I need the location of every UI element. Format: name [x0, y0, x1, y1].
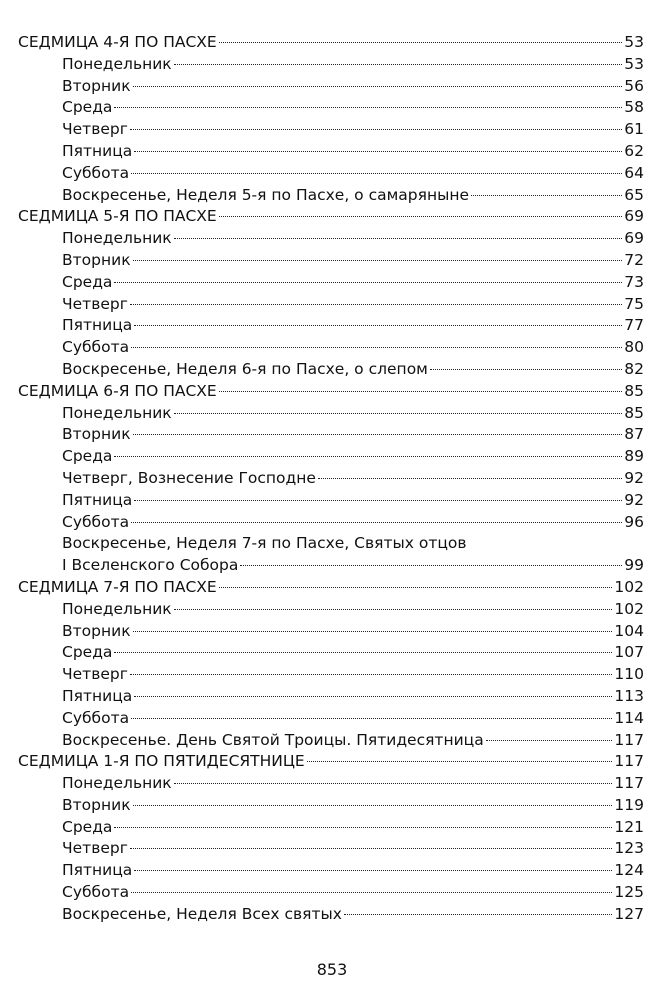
- dot-leader: [133, 434, 623, 435]
- toc-entry-label: Понедельник: [62, 403, 172, 422]
- toc-entry-page: 89: [624, 447, 644, 466]
- toc-entry: [18, 838, 644, 860]
- dot-leader: [130, 674, 613, 675]
- toc-entry-page: 119: [614, 795, 644, 814]
- dot-leader: [174, 609, 613, 610]
- toc-entry-page: 62: [624, 141, 644, 160]
- toc-entry-label: Суббота: [62, 163, 130, 182]
- toc-entry-page: 110: [614, 665, 644, 684]
- toc-entry-page: 113: [614, 686, 644, 705]
- toc-entry-label: Вторник: [62, 795, 131, 814]
- dot-leader: [114, 282, 622, 283]
- toc-entry-page: 56: [624, 76, 644, 95]
- toc-entry-label: Понедельник: [62, 599, 172, 618]
- toc-section-entry: [18, 381, 644, 403]
- toc-entry-label: Среда: [62, 98, 113, 117]
- toc-entry: [18, 250, 644, 272]
- toc-entry: [18, 76, 644, 98]
- toc-entry-label: Суббота: [62, 512, 130, 531]
- toc-entry-label: СЕДМИЦА 7-Я ПО ПАСХЕ: [18, 577, 217, 596]
- toc-entry-page: 65: [624, 185, 644, 204]
- toc-entry-label: Четверг: [62, 120, 128, 139]
- dot-leader: [240, 565, 622, 566]
- dot-leader: [219, 587, 613, 588]
- toc-entry: [18, 664, 644, 686]
- toc-entry-page: 73: [624, 272, 644, 291]
- toc-entry: [18, 773, 644, 795]
- toc-entry-page: 127: [614, 904, 644, 923]
- dot-leader: [134, 151, 622, 152]
- toc-entry: [18, 185, 644, 207]
- dot-leader: [131, 718, 612, 719]
- toc-entry-page: 75: [624, 294, 644, 313]
- toc-entry-label: СЕДМИЦА 6-Я ПО ПАСХЕ: [18, 381, 217, 400]
- dot-leader: [174, 783, 613, 784]
- toc-entry: [18, 642, 644, 664]
- dot-leader: [174, 64, 623, 65]
- dot-leader: [114, 652, 612, 653]
- toc-entry-label: Среда: [62, 272, 113, 291]
- toc-entry-page: 77: [624, 316, 644, 335]
- dot-leader: [130, 304, 622, 305]
- dot-leader: [174, 413, 623, 414]
- toc-entry: [18, 141, 644, 163]
- page-number: 853: [316, 960, 348, 979]
- toc-entry: [18, 795, 644, 817]
- toc-entry-label: Пятница: [62, 141, 133, 160]
- toc-entry: [18, 490, 644, 512]
- toc-entry: [18, 424, 644, 446]
- toc-entry-label: Пятница: [62, 686, 133, 705]
- toc-entry-page: 102: [614, 577, 644, 596]
- toc-entry-label: Вторник: [62, 250, 131, 269]
- toc-entry: [18, 97, 644, 119]
- toc-entry-page: 124: [614, 861, 644, 880]
- dot-leader: [219, 216, 623, 217]
- dot-leader: [134, 870, 612, 871]
- toc-entry-label: Четверг: [62, 294, 128, 313]
- dot-leader: [318, 478, 622, 479]
- dot-leader: [114, 827, 612, 828]
- toc-entry: [18, 599, 644, 621]
- toc-entry: [18, 512, 644, 534]
- toc-entry: [18, 315, 644, 337]
- dot-leader: [486, 740, 613, 741]
- dot-leader: [134, 500, 622, 501]
- toc-entry-label: Воскресенье, Неделя 7-я по Пасхе, Святых отцов: [62, 534, 467, 553]
- toc-entry-label: Суббота: [62, 338, 130, 357]
- toc-entry-label: СЕДМИЦА 1-Я ПО ПЯТИДЕСЯТНИЦЕ: [18, 752, 305, 771]
- dot-leader: [131, 522, 622, 523]
- dot-leader: [219, 391, 623, 392]
- dot-leader: [130, 848, 613, 849]
- toc-entry: [18, 359, 644, 381]
- toc-entry-page: 123: [614, 839, 644, 858]
- toc-entry-page: 92: [624, 468, 644, 487]
- dot-leader: [133, 805, 613, 806]
- toc-entry-page: 117: [614, 752, 644, 771]
- dot-leader: [133, 260, 623, 261]
- toc-section-entry: [18, 577, 644, 599]
- toc-entry-page: 53: [624, 54, 644, 73]
- toc-entry-label: Воскресенье. День Святой Троицы. Пятидесятница: [62, 730, 484, 749]
- toc-entry: [18, 882, 644, 904]
- toc-entry-label: СЕДМИЦА 4-Я ПО ПАСХЕ: [18, 33, 217, 51]
- dot-leader: [471, 195, 622, 196]
- toc-entry-label: Понедельник: [62, 54, 172, 73]
- toc-entry-label: Вторник: [62, 425, 131, 444]
- dot-leader: [219, 42, 623, 43]
- toc-entry-page: 80: [624, 338, 644, 357]
- toc-entry-label: I Вселенского Собора: [62, 556, 239, 575]
- toc-entry-label: Суббота: [62, 883, 130, 902]
- table-of-contents: [18, 32, 644, 926]
- toc-entry-page: 96: [624, 512, 644, 531]
- toc-entry: [18, 533, 644, 555]
- toc-entry-page: 87: [624, 425, 644, 444]
- toc-section-entry: [18, 751, 644, 773]
- toc-entry: [18, 468, 644, 490]
- toc-entry-page: 58: [624, 98, 644, 117]
- toc-entry-label: Воскресенье, Неделя Всех святых: [62, 904, 342, 923]
- toc-entry: [18, 708, 644, 730]
- toc-entry: [18, 621, 644, 643]
- toc-entry-label: Суббота: [62, 708, 130, 727]
- toc-entry-label: Четверг: [62, 665, 128, 684]
- toc-entry-page: 107: [614, 643, 644, 662]
- dot-leader: [133, 631, 613, 632]
- toc-entry-label: Среда: [62, 447, 113, 466]
- dot-leader: [133, 86, 623, 87]
- toc-entry: [18, 337, 644, 359]
- dot-leader: [114, 456, 622, 457]
- toc-entry-page: 72: [624, 250, 644, 269]
- toc-entry-page: 117: [614, 730, 644, 749]
- toc-entry-page: 102: [614, 599, 644, 618]
- toc-entry-label: Пятница: [62, 861, 133, 880]
- toc-entry: [18, 555, 644, 577]
- toc-entry-label: Четверг, Вознесение Господне: [62, 468, 316, 487]
- toc-entry-page: 64: [624, 163, 644, 182]
- toc-entry: [18, 860, 644, 882]
- toc-entry-label: Понедельник: [62, 229, 172, 248]
- toc-entry: [18, 119, 644, 141]
- dot-leader: [134, 325, 622, 326]
- toc-entry-page: 114: [614, 708, 644, 727]
- toc-entry-page: 53: [624, 33, 644, 51]
- toc-entry-page: 125: [614, 883, 644, 902]
- toc-entry: [18, 163, 644, 185]
- toc-entry-page: 117: [614, 774, 644, 793]
- toc-entry: [18, 446, 644, 468]
- toc-entry-label: Воскресенье, Неделя 5-я по Пасхе, о самаряныне: [62, 185, 470, 204]
- toc-entry-page: 104: [614, 621, 644, 640]
- toc-entry-page: 99: [624, 556, 644, 575]
- toc-entry-page: 121: [614, 817, 644, 836]
- toc-entry-label: Вторник: [62, 621, 131, 640]
- toc-entry: [18, 54, 644, 76]
- toc-entry: [18, 403, 644, 425]
- toc-entry-label: Четверг: [62, 839, 128, 858]
- dot-leader: [131, 347, 622, 348]
- toc-entry-label: Пятница: [62, 316, 133, 335]
- dot-leader: [307, 761, 613, 762]
- dot-leader: [114, 107, 622, 108]
- toc-section-entry: [18, 206, 644, 228]
- toc-section-entry: [18, 32, 644, 54]
- toc-entry: [18, 904, 644, 926]
- dot-leader: [134, 696, 612, 697]
- toc-entry-label: Пятница: [62, 490, 133, 509]
- toc-entry-label: Среда: [62, 643, 113, 662]
- toc-entry: [18, 817, 644, 839]
- toc-entry-page: 69: [624, 229, 644, 248]
- toc-entry: [18, 686, 644, 708]
- toc-entry: [18, 272, 644, 294]
- dot-leader: [344, 914, 612, 915]
- toc-entry: [18, 730, 644, 752]
- toc-entry-label: Понедельник: [62, 774, 172, 793]
- toc-entry-page: 69: [624, 207, 644, 226]
- dot-leader: [131, 892, 612, 893]
- toc-entry: [18, 294, 644, 316]
- toc-entry-label: Воскресенье, Неделя 6-я по Пасхе, о слепом: [62, 359, 428, 378]
- toc-entry-label: Вторник: [62, 76, 131, 95]
- dot-leader: [174, 238, 623, 239]
- toc-entry-label: Среда: [62, 817, 113, 836]
- dot-leader: [131, 173, 622, 174]
- toc-entry-page: 85: [624, 381, 644, 400]
- dot-leader: [130, 129, 622, 130]
- toc-entry-page: 92: [624, 490, 644, 509]
- toc-entry: [18, 228, 644, 250]
- toc-entry-page: 85: [624, 403, 644, 422]
- toc-entry-label: СЕДМИЦА 5-Я ПО ПАСХЕ: [18, 207, 217, 226]
- toc-entry-page: 61: [624, 120, 644, 139]
- dot-leader: [430, 369, 622, 370]
- toc-entry-page: 82: [624, 359, 644, 378]
